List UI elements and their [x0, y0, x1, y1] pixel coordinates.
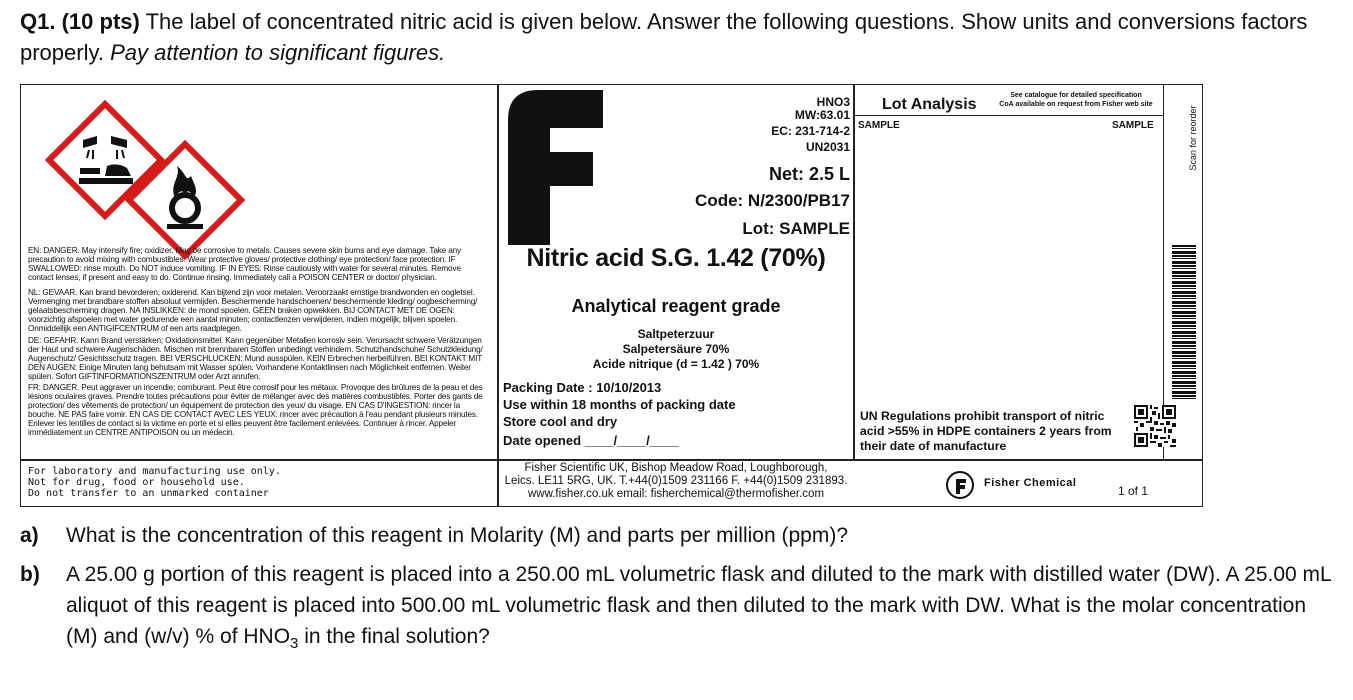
fisher-chemical-logo-icon [945, 470, 975, 500]
part-a [20, 520, 1340, 551]
molecular-weight: MW:63.01 [794, 108, 850, 122]
sample-right: SAMPLE [1112, 120, 1154, 131]
question-text: The label of concentrated nitric acid is given below. Answer the following questions. Show units and conversions factors properly. [20, 9, 1308, 65]
question-header [20, 6, 1340, 68]
usage-note-1: For laboratory and manufacturing use only. [28, 466, 281, 477]
label-divider [20, 459, 1203, 461]
flame-over-circle-icon [125, 140, 245, 260]
part-b-text-main: A 25.00 g portion of this reagent is placed into a 250.00 mL volumetric flask and diluted to the mark with distilled water (DW). A 25.00 mL aliquot of this reagent is placed into 500.00 mL volumetric flask and then diluted to the mark with DW. What is the molar concentration (M) and (w/v) % of HNO [66, 563, 1331, 648]
question-number: Q1. [20, 9, 56, 34]
part-a-letter: a) [20, 524, 39, 547]
question-emphasis: Pay attention to significant figures. [110, 40, 446, 65]
coa-note-1: See catalogue for detailed specification [1010, 92, 1142, 99]
part-b [20, 559, 1340, 669]
name-dutch: Saltpeterzuur [637, 327, 715, 341]
sample-left: SAMPLE [858, 120, 900, 131]
date-opened: Date opened ____/____/____ [503, 433, 679, 448]
page-count: 1 of 1 [1118, 484, 1149, 498]
part-b-letter: b) [20, 563, 40, 586]
address-line-3: www.fisher.co.uk email: fisherchemical@thermofisher.com [527, 488, 825, 500]
lot-number: Lot: SAMPLE [742, 219, 850, 238]
storage-instructions: Store cool and dry [503, 414, 618, 429]
warning-en: EN: DANGER. May intensify fire; oxidizer. May be corrosive to metals. Causes severe skin burns and eye damage. Take any precaution to avoid mixing with combustibles. Wear protective gloves/ protective clothing/ eye protection/ face protection. IF SWALLOWED: rinse mouth. Do NOT induce vomiting. IF IN EYES: Rinse cautiously with water for several minutes. Remove contact lenses, if present and easy to do. Continue rinsing. Immediately call a POISON CENTER or doctor/ physician. [28, 246, 461, 282]
scan-for-reorder: Scan for reorder [1188, 105, 1198, 171]
barcode [1172, 245, 1196, 400]
formula: HNO3 [816, 95, 850, 109]
warning-nl: NL: GEVAAR. Kan brand bevorderen; oxiderend. Kan bijtend zijn voor metalen. Veroorzaakt ernstige brandwonden en oogletsel. Vermenging met brandbare stoffen absoluut vermijden. Beschermende handschoenen/ beschermende kleding/ oogbescherming/ gelaatsbescherming dragen. NA INSLIKKEN: de mond spoelen. GEEN braken opwekken. BIJ CONTACT MET DE OGEN: voorzichtig afspoelen met water gedurende een aantal minuten; contactlenzen verwijderen, indien mogelijk; blijven spoelen. Onmiddellijk een ANTIGIFCENTRUM of een arts raadplegen. [28, 288, 478, 333]
usage-note-2: Not for drug, food or household use. [28, 477, 245, 488]
net-volume: Net: 2.5 L [768, 164, 850, 184]
ec-number: EC: 231-714-2 [771, 124, 850, 138]
label-divider [853, 115, 1163, 116]
part-b-subscript: 3 [290, 635, 299, 653]
part-a-text: What is the concentration of this reagent in Molarity (M) and parts per million (ppm)? [66, 524, 848, 547]
name-german: Salpetersäure 70% [622, 342, 730, 356]
question-points: (10 pts) [61, 9, 140, 34]
coa-note-2: CoA available on request from Fisher web site [999, 101, 1153, 108]
label-divider [1163, 84, 1164, 459]
use-within: Use within 18 months of packing date [503, 397, 736, 412]
packing-date: Packing Date : 10/10/2013 [503, 380, 662, 395]
un-number: UN2031 [805, 140, 850, 154]
fisher-f-logo-icon [508, 90, 603, 245]
address-line-1: Fisher Scientific UK, Bishop Meadow Road, Loughborough, [524, 462, 828, 474]
address-line-2: Leics. LE11 5RG, UK. T.+44(0)1509 231166 F. +44(0)1509 231893. [504, 475, 848, 487]
product-name: Nitric acid S.G. 1.42 (70%) [526, 244, 826, 272]
reagent-grade: Analytical reagent grade [571, 296, 781, 316]
usage-note-3: Do not transfer to an unmarked container [28, 488, 269, 499]
qr-code-icon [1134, 405, 1176, 447]
oxidizer-pictogram [125, 140, 245, 260]
label-divider [497, 84, 499, 507]
name-french: Acide nitrique (d = 1.42 ) 70% [592, 357, 760, 371]
warning-fr: FR: DANGER. Peut aggraver un incendie; comburant. Peut être corrosif pour les métaux. Provoque des brûlures de la peau et des lésions oculaires graves. Prendre toutes précautions pour éviter de mélanger avec des matières combustibles. Porter des gants de protection/ des vêtements de protection/ un équipement de protection des yeux/ du visage. EN CAS D'INGESTION: rincer la bouche. NE PAS faire vomir. EN CAS DE CONTACT AVEC LES YEUX: rincer avec précaution à l'eau pendant plusieurs minutes. Enlever les lentilles de contact si la victime en porte et si elles peuvent être facilement enlevées. Continuer à rincer. Appeler immédiatement un CENTRE ANTIPOISON ou un médecin. [28, 383, 483, 437]
product-code: Code: N/2300/PB17 [695, 191, 850, 210]
part-b-text-end: in the final solution? [298, 625, 490, 648]
brand-name: Fisher Chemical [984, 477, 1077, 489]
part-b-text [66, 559, 1336, 659]
label-divider [853, 84, 855, 459]
warning-de: DE: GEFAHR. Kann Brand verstärken; Oxidationsmittel. Kann gegenüber Metallen korrosiv sein. Verursacht schwere Verätzungen der Haut und schwere Augenschäden. Mischen mit brennbaren Stoffen unbedingt verhindern. Schutzhandschuhe/ Schutzkleidung/ Augenschutz/ Gesichtsschutz tragen. BEI VERSCHLUCKEN: Mund ausspülen. KEIN Erbrechen herbeiführen. BEI KONTAKT MIT DEN AUGEN: Einige Minuten lang behutsam mit Wasser spülen. Vorhandene Kontaktlinsen nach Möglichkeit entfernen. Weiter spülen. Sofort GIFTINFORMATIONSZENTRUM oder Arzt anrufen. [28, 336, 483, 381]
lot-analysis-title: Lot Analysis [882, 96, 977, 113]
un-regulations: UN Regulations prohibit transport of nitric acid >55% in HDPE containers 2 years from their date of manufacture [860, 409, 1112, 453]
